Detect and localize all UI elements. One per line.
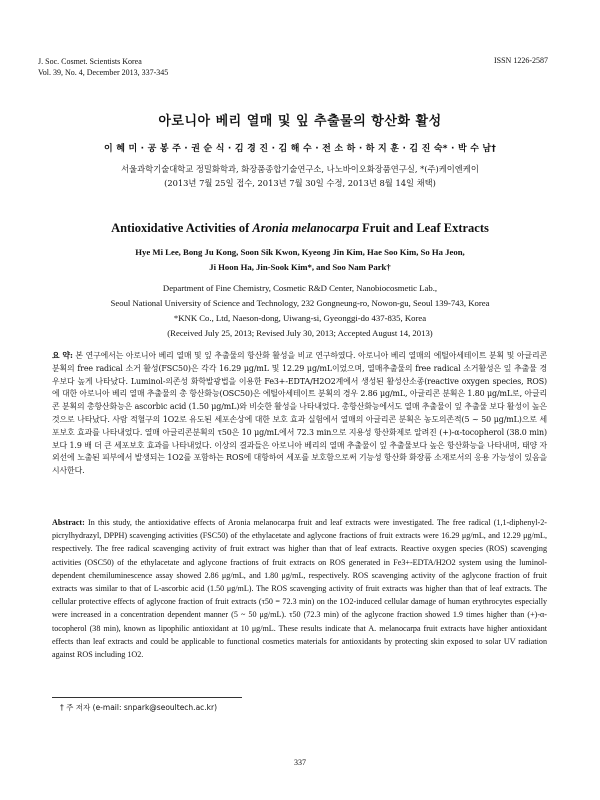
english-title-prefix: Antioxidative Activities of — [111, 221, 253, 235]
english-title — [0, 221, 600, 236]
page-number: 337 — [294, 758, 306, 767]
english-title-suffix: Fruit and Leaf Extracts — [359, 221, 489, 235]
issn: ISSN 1226-2587 — [493, 56, 548, 65]
english-title-species: Aronia melanocarpa — [252, 221, 360, 235]
english-authors-line2: Ji Hoon Ha, Jin-Sook Kim*, and Soo Nam Park† — [209, 262, 391, 272]
english-abstract-label: Abstract: — [52, 518, 85, 527]
journal-volume: Vol. 39, No. 4, December 2013, 337-345 — [38, 68, 169, 77]
journal-name: J. Soc. Cosmet. Scientists Korea — [38, 57, 142, 66]
footnote-divider — [52, 697, 242, 698]
english-affil-line1: Department of Fine Chemistry, Cosmetic R&D Center, Nanobiocosmetic Lab., — [162, 283, 438, 293]
corresponding-author-footnote: † 주 저자 (e-mail: snpark@seoultech.ac.kr) — [60, 703, 218, 712]
english-affil-line2: Seoul National University of Science and Technology, 232 Gongneung-ro, Nowon-gu, Seoul 139-743, Korea — [110, 298, 490, 308]
korean-abstract-label: 요 약: — [52, 351, 73, 360]
korean-authors: 이 혜 미 · 공 봉 주 · 권 순 식 · 김 경 진 · 김 해 수 · 전 소 하 · 하 지 훈 · 김 진 숙* · 박 수 남† — [103, 144, 497, 154]
journal-header — [38, 56, 168, 78]
english-affiliation — [30, 281, 570, 341]
english-authors — [50, 245, 550, 275]
english-affil-line3: *KNK Co., Ltd, Naeson-dong, Uiwang-si, Gyeonggi-do 437-835, Korea — [173, 313, 427, 323]
korean-affiliation-block — [30, 162, 570, 190]
english-abstract — [52, 516, 547, 661]
korean-abstract-text: 본 연구에서는 아로니아 베리 열매 및 잎 추출물의 항산화 활성을 비교 연구하였다. 아로니아 베리 열매의 에틸아세테이트 분획 및 아글리콘 분획의 free radical 소거 활성(FSC50)은 각각 16.29 μg/mL 및 12.29 μg/mL이었으며, 열매추출물의 free radical 소거활성은 잎 추출물 경우보다 높게 나타났다. Luminol-의존성 화학발광법을 이용한 Fe3+-EDTA/H2O2계에서 생성된 활성산소종(reactive oxygen species, ROS)에 대한 아로니아 베리 열매 추출물의 총 항산화능(OSC50)은 에틸아세테이트 분획의 경우 2.86 μg/mL, 아글리콘 분획은 1.80 μg/mL로, 아글리콘 분획의 총항산화능은 ascorbic acid (1.50 μg/mL)와 비슷한 활성을 나타내었다. 총항산화능에서도 열매 추출물이 잎 추출물 보다 활성이 높은 것으로 나타났다. 사람 적혈구의 1O2로 유도된 세포손상에 대한 보호 효과 실험에서 열매의 아글리콘 분획은 농도의존적(5 ~ 50 μg/mL)으로 세포보호 효과를 나타내었다. 열매 아글리콘분획의 τ50은 10 μg/mL에서 72.3 min으로 지용성 항산화제로 알려진 (+)-α-tocopherol (38.0 min)보다 1.9 배 더 큰 세포보호 효과를 나타내었다. 이상의 결과들은 아로니아 베리의 열매 추출물이 잎 추출물보다 높은 항산화능을 나타내며, 태양 자외선에 노출된 피부에서 발생되는 1O2를 포함하는 ROS에 대항하여 세포를 보호함으로써 기능성 항산화 화장품 소재로서의 응용 가능성이 있음을 시사한다. — [52, 351, 547, 476]
english-authors-line1: Hye Mi Lee, Bong Ju Kong, Soon Sik Kwon, Kyeong Jin Kim, Hae Soo Kim, So Ha Jeon, — [135, 247, 465, 257]
english-dates: (Received July 25, 2013; Revised July 30, 2013; Accepted August 14, 2013) — [167, 328, 433, 338]
korean-abstract — [52, 350, 547, 478]
korean-dates: (2013년 7월 25일 접수, 2013년 7월 30일 수정, 2013년 8월 14일 채택) — [164, 178, 436, 188]
english-abstract-text: In this study, the antioxidative effects of Aronia melanocarpa fruit and leaf extracts were investigated. The free radical (1,1-diphenyl-2-picrylhydrazyl, DPPH) scavenging activities (FSC50) of the ethylacetate and aglycone fractions of fruit extracts were 16.29 μg/mL, and 12.29 μg/mL, respectively. The free radical scavenging activity of fruit extract was higher than that of leaf extracts. Reactive oxygen species (ROS) scavenging activities (OSC50) of the ethylacetate and aglycone fractions of fruit extracts on ROS generated in Fe3+-EDTA/H2O2 system using the luminol-dependent chemiluminescence assay showed 2.86 μg/mL, and 1.80 μg/mL, respectively. ROS scavenging activity of the aglycone fraction of fruit extracts was similar to that of L-ascorbic acid (1.50 μg/mL). The ROS scavenging activity of fruit extracts was higher than that of leaf extracts. The cellular protective effects of aglycone fraction of fruit extracts (τ50 = 72.3 min) on the 1O2-induced cellular damage of human erythrocytes especially were increased in a concentration dependent manner (5 ~ 50 μg/mL). τ50 (72.3 min) of the aglycone fraction showed 1.9 times higher than (+)-α-tocopherol (38 min), known as lipophilic antioxidant at 10 μg/mL. These results indicate that A. melanocarpa fruit extracts have higher antioxidant effects than leaf extracts and could be applicable to functional cosmetics materials for antioxidants by protecting skin exposed to solar UV radiation against ROS including 1O2. — [52, 518, 547, 660]
korean-title: 아로니아 베리 열매 및 잎 추출물의 항산화 활성 — [158, 114, 442, 129]
korean-affiliation: 서울과학기술대학교 정밀화학과, 화장품종합기술연구소, 나노바이오화장품연구실, *(주)케이엔케이 — [121, 164, 479, 174]
